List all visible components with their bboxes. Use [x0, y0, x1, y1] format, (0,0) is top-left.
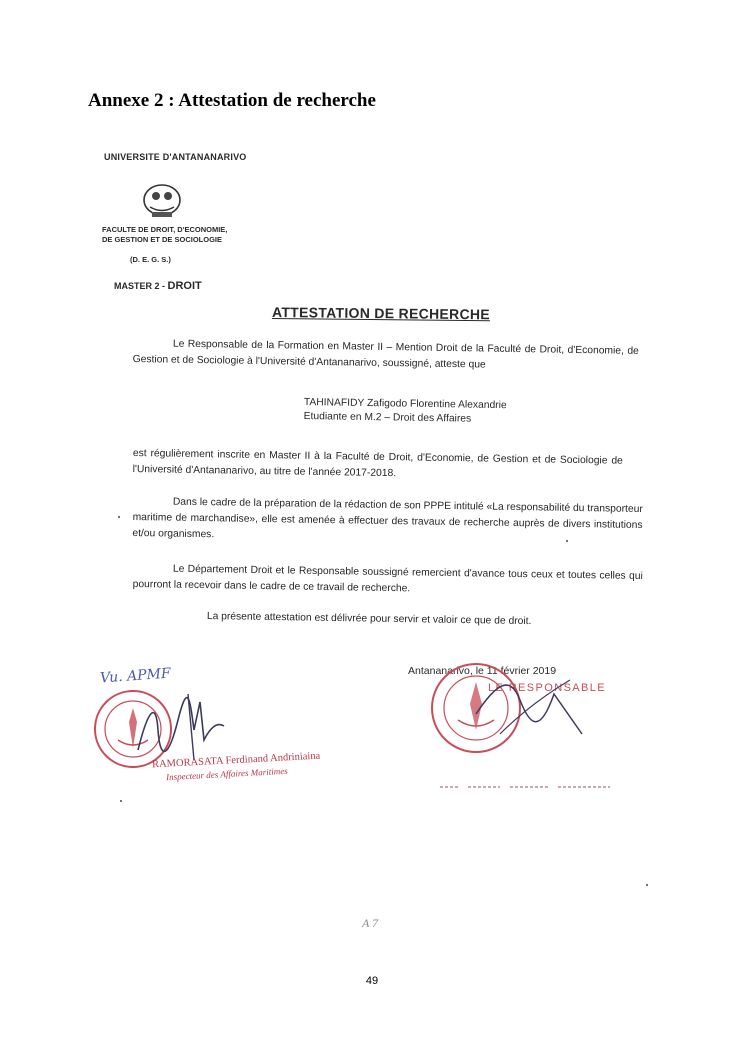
faculty-line-1: FACULTE DE DROIT, D'ECONOMIE,: [102, 225, 228, 234]
master-program: [114, 280, 202, 292]
student-program: Etudiante en M.2 – Droit des Affaires: [303, 410, 472, 425]
paragraph-1: [132, 336, 638, 376]
inspector-title: Inspecteur des Affaires Maritimes: [165, 765, 288, 783]
paragraph-1-text: Le Responsable de la Formation en Master II – Mention Droit de la Faculté de Droit, d'Economie, de Gestion et de Sociologie à l'Université d'Antananarivo, soussigné, atteste que: [132, 338, 639, 371]
responsable-stamp-label: LE RESPONSABLE: [488, 682, 607, 694]
paragraph-5: La présente attestation est délivrée pour servir et valoir ce que de droit.: [206, 610, 532, 628]
vu-note: Vu. APMF: [99, 665, 172, 687]
university-name: UNIVERSITE D'ANTANANARIVO: [104, 152, 247, 162]
paragraph-3-text: Dans le cadre de la préparation de la rédaction de son PPPE intitulé «La responsabilité du transporteur maritime de marchandise», elle est amenée à effectuer des travaux de recherche auprès de divers institutions et/ou organismes.: [132, 496, 643, 541]
faded-stamp-text: [440, 782, 610, 792]
paragraph-2: est régulièrement inscrite en Master II à la Faculté de Droit, d'Economie, de Gestion et de Sociologie de l'Université d'Antananarivo, au titre de l'année 2017-2018.: [132, 447, 623, 480]
student-block: [304, 396, 507, 427]
place-date: Antananarivo, le 11 février 2019: [408, 665, 557, 677]
student-name: TAHINAFIDY Zafigodo Florentine Alexandrie: [303, 396, 507, 412]
faculty-acronym: (D. E. G. S.): [130, 255, 171, 264]
faculty-line-2: DE GESTION ET DE SOCIOLOGIE: [102, 235, 223, 244]
scan-speck: [120, 800, 122, 802]
faculty-name: [102, 225, 227, 245]
inspector-name: RAMORASATA Ferdinand Andriniaina: [151, 750, 321, 771]
annex-heading: Annexe 2 : Attestation de recherche: [88, 90, 376, 111]
scan-speck: [646, 884, 648, 886]
attestation-title: ATTESTATION DE RECHERCHE: [271, 304, 491, 323]
responsable-signature: [470, 664, 590, 750]
handwritten-page-mark: A 7: [362, 916, 379, 930]
page-number: 49: [365, 975, 379, 987]
master-program-name: DROIT: [167, 280, 202, 292]
scan-speck: [566, 540, 568, 542]
paragraph-4-text: Le Département Droit et le Responsable soussigné remercient d'avance tous ceux et toutes celles qui pourront la recevoir dans le cadre de ce travail de recherche.: [132, 563, 643, 595]
scan-speck: [118, 516, 120, 518]
paragraph-4: [132, 561, 642, 601]
master-prefix: MASTER 2 -: [114, 281, 166, 291]
university-crest-icon: [138, 180, 186, 222]
